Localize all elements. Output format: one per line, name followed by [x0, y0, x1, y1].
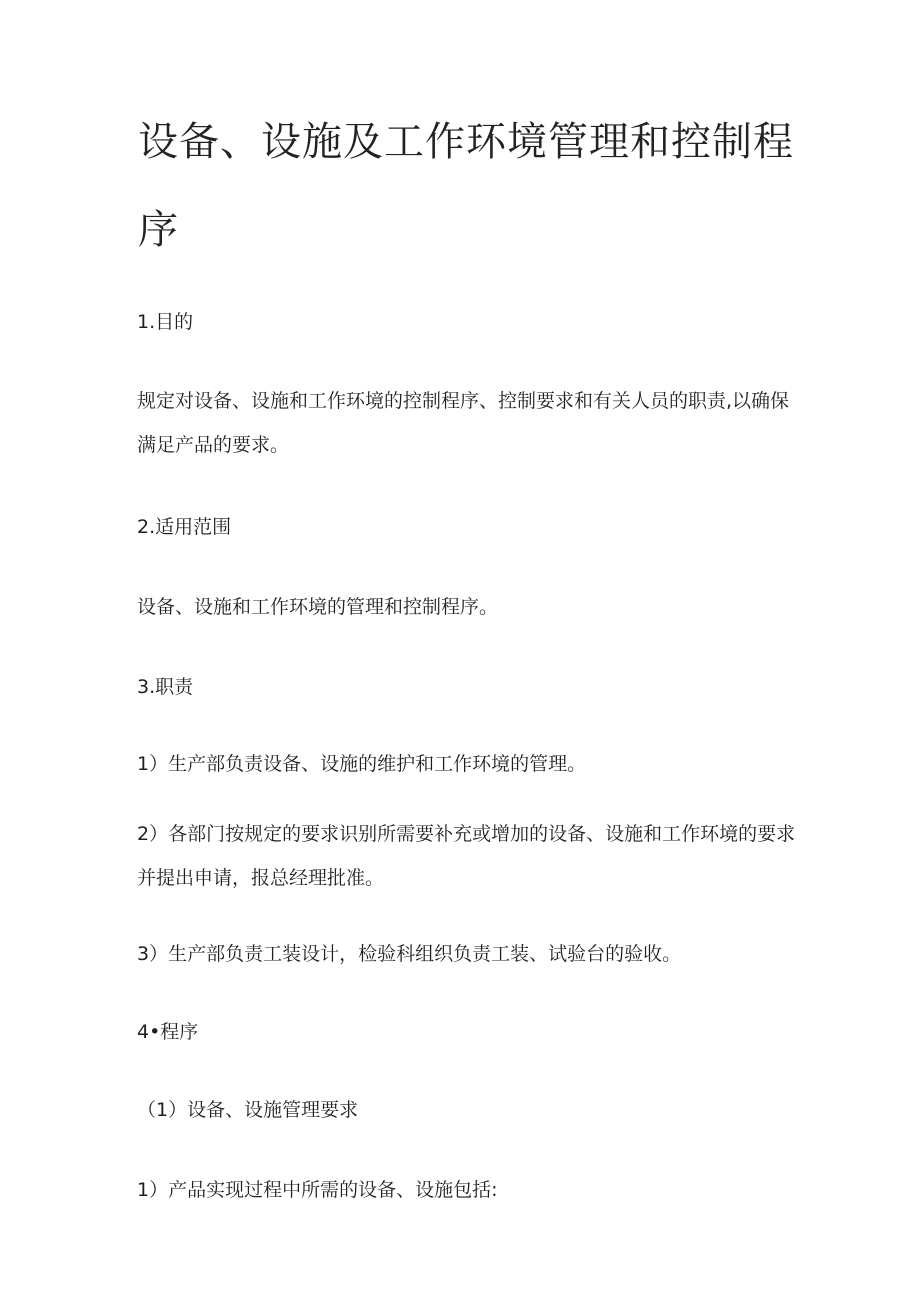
duty-item-2: 2）各部门按规定的要求识别所需要补充或增加的设备、设施和工作环境的要求并提出申请，报总经理批准。	[137, 823, 796, 889]
document-title: 设备、设施及工作环境管理和控制程序	[138, 119, 794, 253]
procedure-item-1: 1）产品实现过程中所需的设备、设施包括:	[137, 1179, 498, 1201]
section-heading-procedure: 4•程序	[137, 1021, 199, 1043]
section-heading-purpose: 1.目的	[137, 311, 194, 333]
purpose-text: 规定对设备、设施和工作环境的控制程序、控制要求和有关人员的职责,以确保满足产品的要求。	[137, 390, 790, 456]
duty-item-3: 3）生产部负责工装设计，检验科组织负责工装、试验台的验收。	[137, 943, 682, 965]
section-heading-duties: 3.职责	[137, 676, 194, 698]
section-heading-scope: 2.适用范围	[137, 516, 232, 538]
scope-text: 设备、设施和工作环境的管理和控制程序。	[137, 596, 499, 618]
duty-item-1: 1）生产部负责设备、设施的维护和工作环境的管理。	[137, 753, 587, 775]
procedure-subheading-1: （1）设备、设施管理要求	[137, 1099, 359, 1121]
